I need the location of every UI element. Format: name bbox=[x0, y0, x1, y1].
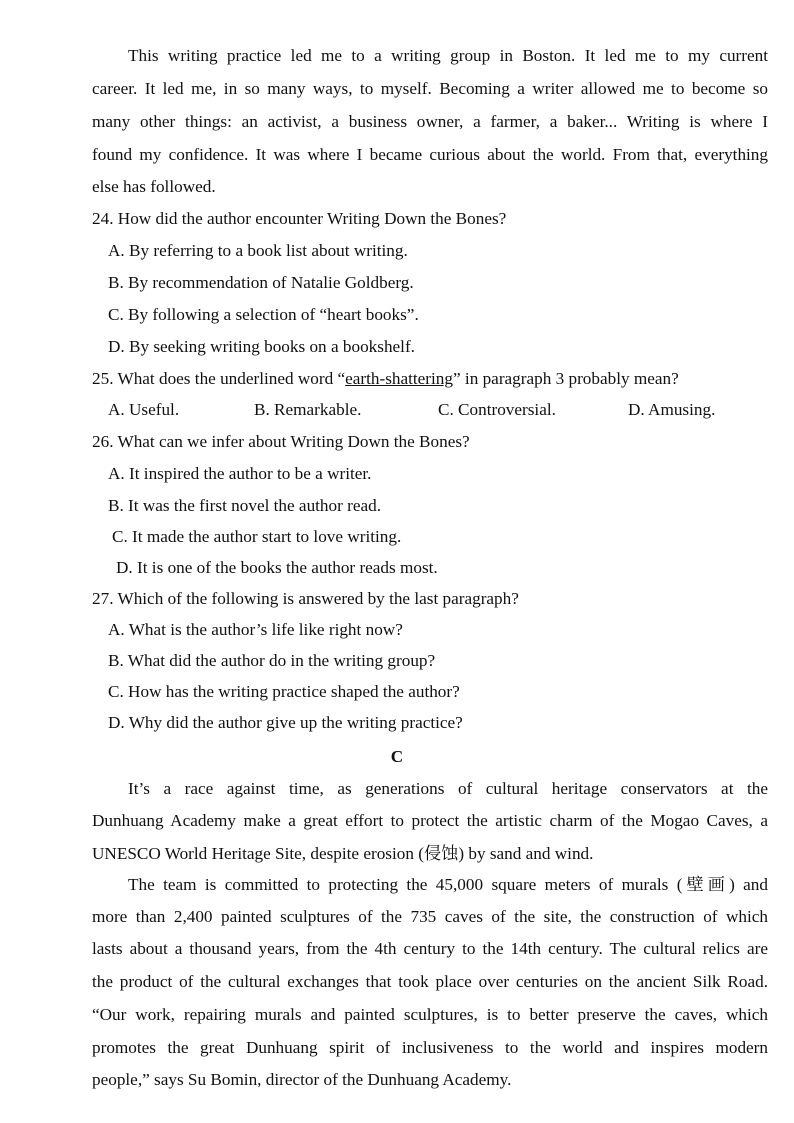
question-27-option-b[interactable]: B. What did the author do in the writing group? bbox=[108, 651, 436, 670]
paragraph-line: more than 2,400 painted sculptures of the 735 caves of the site, the construction of which bbox=[92, 907, 768, 926]
question-24-option-c[interactable]: C. By following a selection of “heart books”. bbox=[108, 305, 419, 324]
question-26-stem: 26. What can we infer about Writing Down the Bones? bbox=[92, 432, 470, 451]
question-25-options bbox=[108, 398, 748, 422]
paragraph-line: found my confidence. It was where I became curious about the world. From that, everything bbox=[92, 145, 768, 164]
paragraph-line: people,” says Su Bomin, director of the Dunhuang Academy. bbox=[92, 1070, 512, 1089]
question-25-option-c[interactable]: C. Controversial. bbox=[438, 400, 556, 419]
question-24-stem: 24. How did the author encounter Writing Down the Bones? bbox=[92, 209, 507, 228]
question-25-option-a[interactable]: A. Useful. bbox=[108, 400, 180, 419]
question-24-option-b[interactable]: B. By recommendation of Natalie Goldberg. bbox=[108, 273, 414, 292]
paragraph-line: career. It led me, in so many ways, to myself. Becoming a writer allowed me to become so bbox=[92, 79, 768, 98]
question-24-option-a[interactable]: A. By referring to a book list about writing. bbox=[108, 241, 408, 260]
question-25-option-d[interactable]: D. Amusing. bbox=[628, 400, 716, 419]
paragraph-line: the product of the cultural exchanges that took place over centuries on the ancient Silk Road. bbox=[92, 972, 768, 991]
question-25-option-b[interactable]: B. Remarkable. bbox=[254, 400, 362, 419]
question-24-option-d[interactable]: D. By seeking writing books on a bookshelf. bbox=[108, 337, 415, 356]
question-25-stem-suffix: ” in paragraph 3 probably mean? bbox=[453, 369, 679, 388]
question-27-stem: 27. Which of the following is answered by the last paragraph? bbox=[92, 589, 519, 608]
paragraph-line: It’s a race against time, as generations of cultural heritage conservators at the bbox=[128, 779, 768, 798]
paragraph-line: UNESCO World Heritage Site, despite erosion (侵蚀) by sand and wind. bbox=[92, 844, 594, 863]
question-27-option-c[interactable]: C. How has the writing practice shaped the author? bbox=[108, 682, 460, 701]
underlined-word: earth-shattering bbox=[345, 369, 453, 388]
paragraph-line: The team is committed to protecting the 45,000 square meters of murals (壁画) and bbox=[128, 875, 768, 894]
question-25-stem-prefix: 25. What does the underlined word “ bbox=[92, 369, 346, 388]
paragraph-line: “Our work, repairing murals and painted sculptures, is to better preserve the caves, which bbox=[92, 1005, 768, 1024]
question-26-option-d[interactable]: D. It is one of the books the author reads most. bbox=[116, 558, 438, 577]
paragraph-line: else has followed. bbox=[92, 177, 216, 196]
question-26-option-b[interactable]: B. It was the first novel the author read. bbox=[108, 496, 382, 515]
paragraph-line: Dunhuang Academy make a great effort to protect the artistic charm of the Mogao Caves, a bbox=[92, 811, 768, 830]
paragraph-line: This writing practice led me to a writing group in Boston. It led me to my current bbox=[128, 46, 768, 65]
question-27-option-d[interactable]: D. Why did the author give up the writing practice? bbox=[108, 713, 463, 732]
paragraph-line: lasts about a thousand years, from the 4th century to the 14th century. The cultural relics are bbox=[92, 939, 768, 958]
question-26-option-a[interactable]: A. It inspired the author to be a writer. bbox=[108, 464, 372, 483]
passage-heading: C bbox=[390, 747, 404, 766]
question-27-option-a[interactable]: A. What is the author’s life like right now? bbox=[108, 620, 403, 639]
question-26-option-c[interactable]: C. It made the author start to love writing. bbox=[112, 527, 402, 546]
paragraph-line: promotes the great Dunhuang spirit of inclusiveness to the world and inspires modern bbox=[92, 1038, 768, 1057]
question-25-stem bbox=[92, 367, 768, 391]
paragraph-line: many other things: an activist, a business owner, a farmer, a baker... Writing is where I bbox=[92, 112, 768, 131]
